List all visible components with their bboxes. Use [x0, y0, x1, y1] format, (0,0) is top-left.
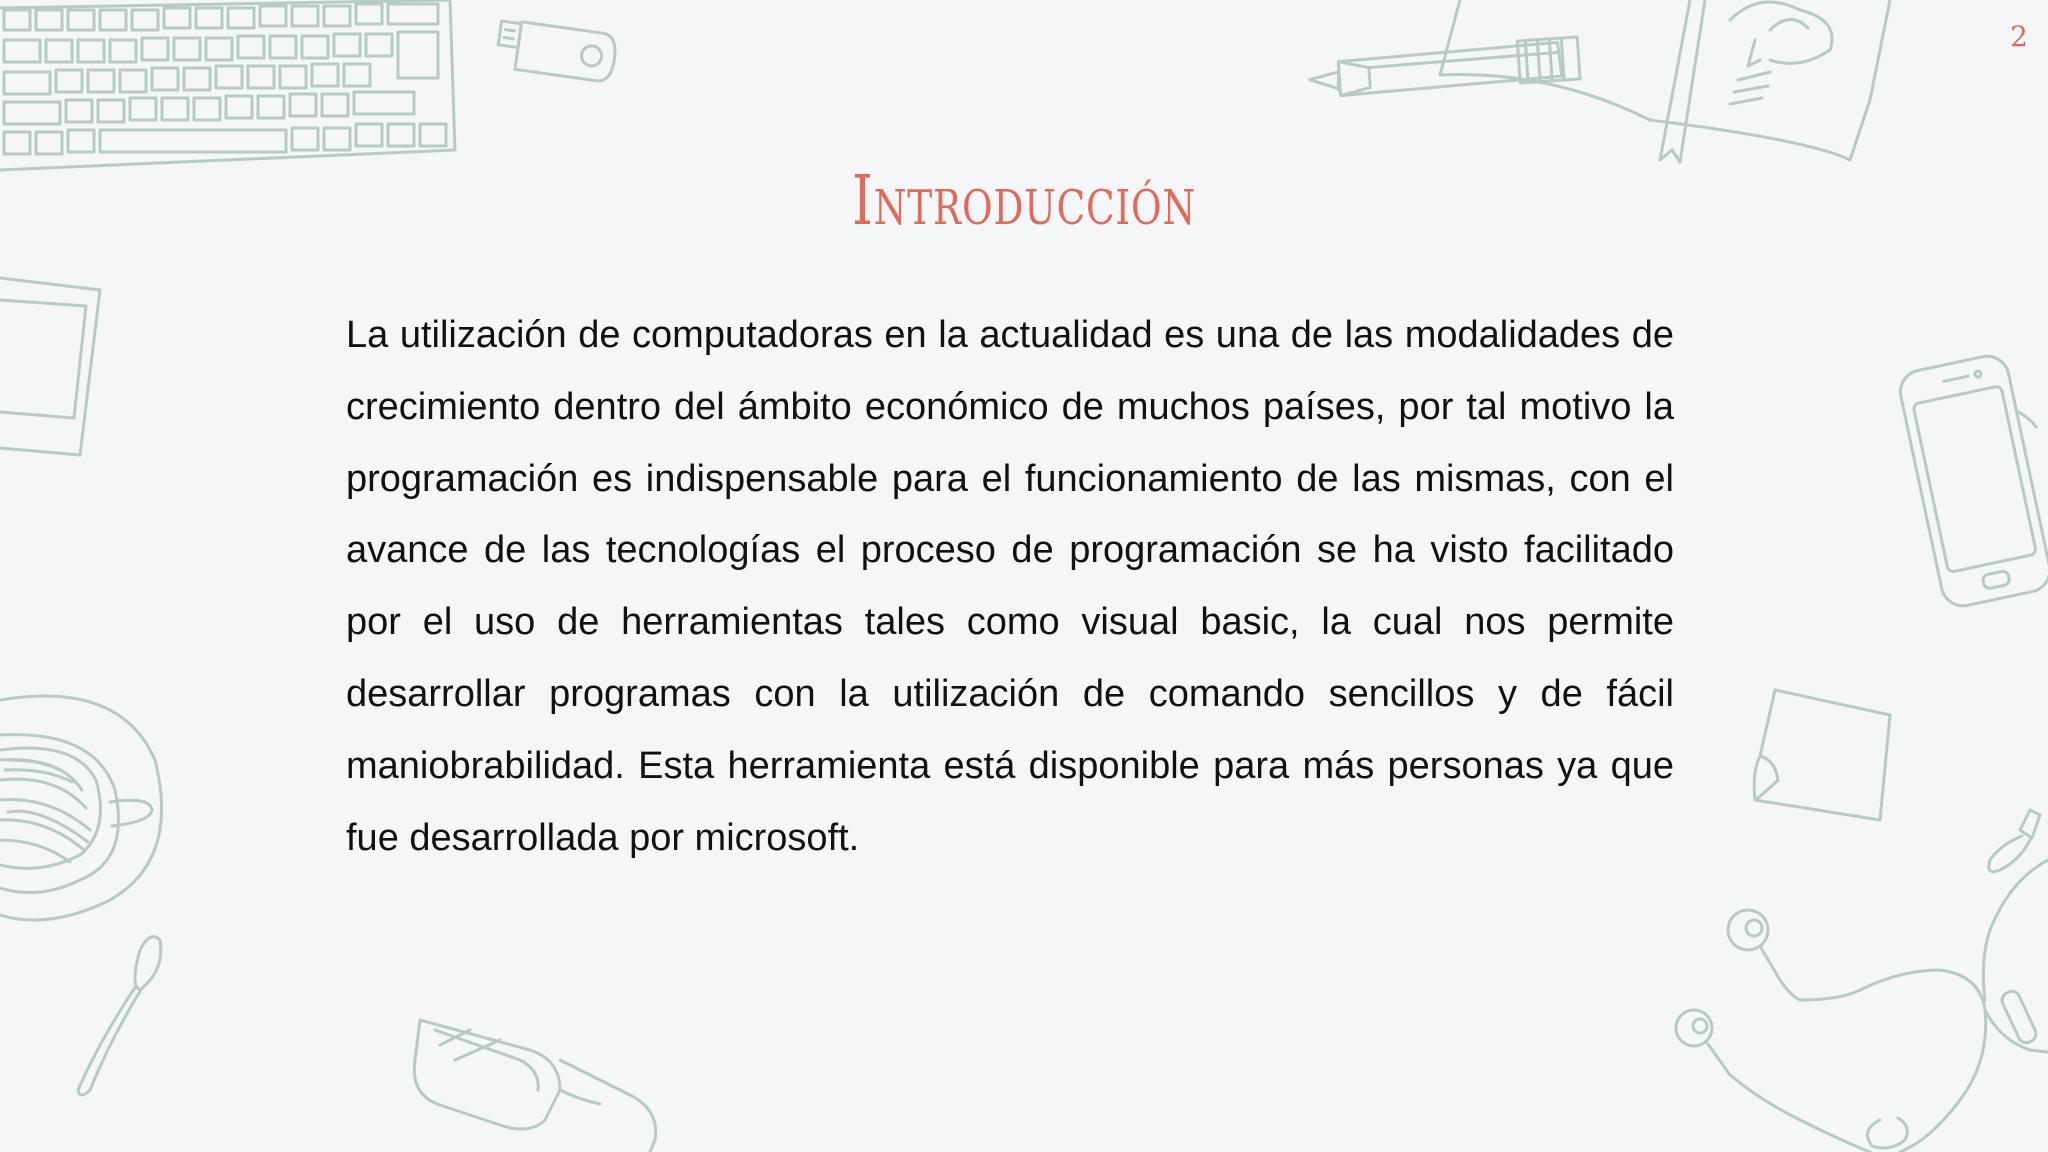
keyboard-icon [0, 0, 455, 170]
slide-title: Introducción [851, 162, 1197, 241]
earphones-icon [1676, 810, 2048, 1152]
glasses-icon [414, 1020, 655, 1152]
usb-drive-icon [495, 19, 618, 83]
coffee-cup-icon [0, 696, 162, 920]
spoon-icon [78, 937, 161, 1095]
smartphone-icon [1896, 349, 2048, 610]
page-number: 2 [2010, 20, 2028, 53]
sticky-note-icon [1754, 690, 1890, 820]
pen-icon [1308, 37, 1580, 98]
photo-frame-icon [0, 278, 100, 455]
body-paragraph: La utilización de computadoras en la actualidad es una de las modalidades de crecimiento dentro del ámbito económico de muchos países, por tal motivo la programación es indispensable para el funcionamiento de las mismas, con el avance de las tecnologías el proceso de programación se ha visto facilitado por el uso de herramientas tales como visual basic, la cual nos permite desarrollar programas con la utilización de comando sencillos y de fácil maniobrabilidad. Esta herramienta está disponible para más personas ya que fue desarrollada por microsoft. [346, 314, 1674, 859]
